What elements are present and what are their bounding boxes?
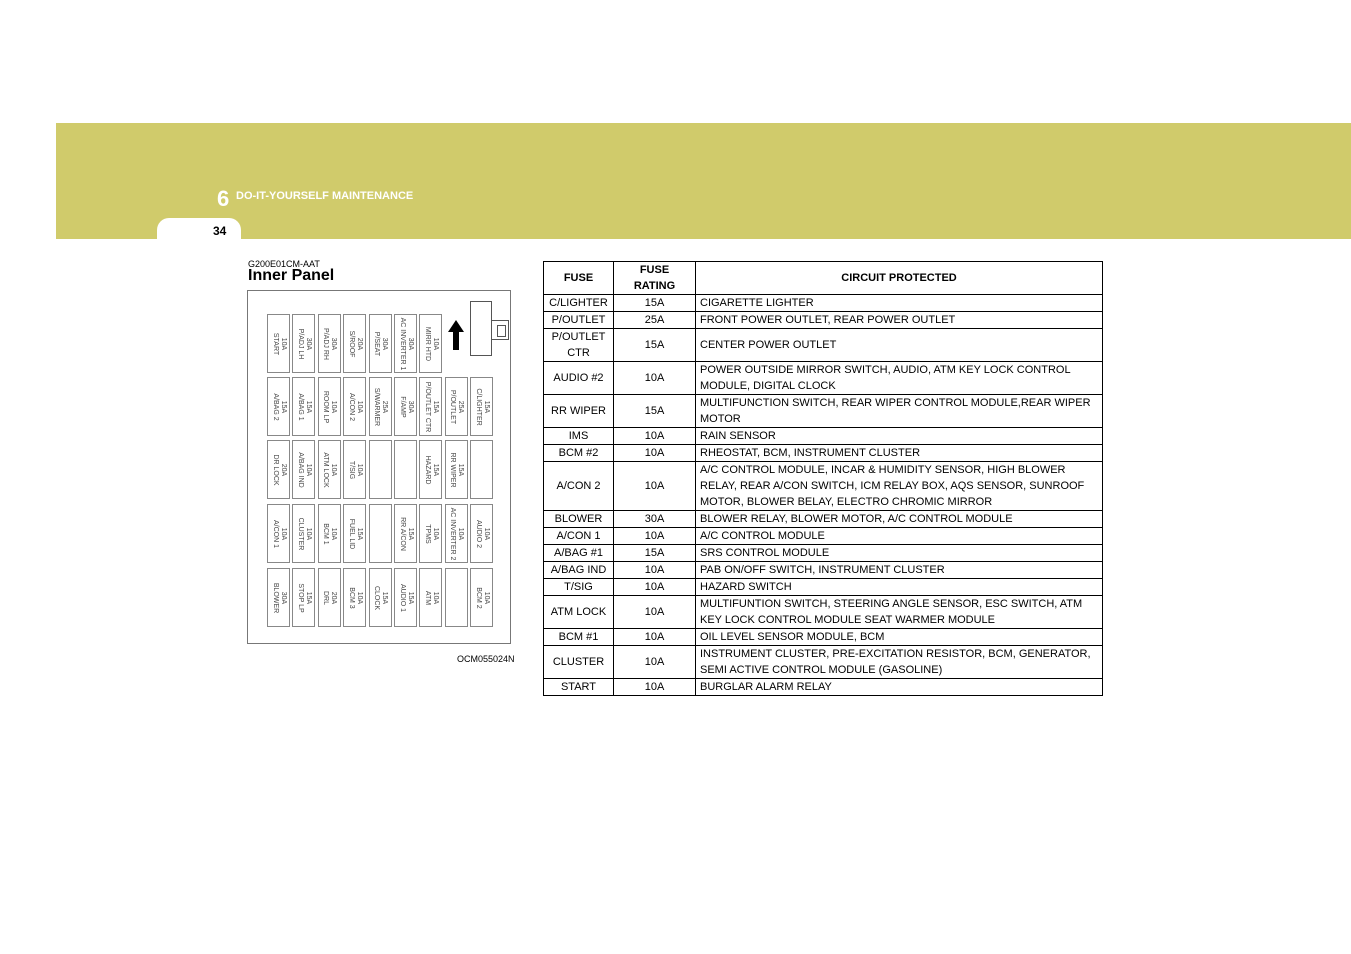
fuse-label [347,569,363,627]
fuse-name-cell: A/BAG #1 [544,545,614,562]
fuse-amperage: 20A [355,337,363,350]
fuse-label [347,315,363,373]
section-title: Inner Panel [248,267,335,284]
table-row [544,395,1103,428]
fuse-amperage: 15A [304,591,312,604]
fuse-rating-cell: 10A [614,428,696,445]
circuit-protected-cell: RHEOSTAT, BCM, INSTRUMENT CLUSTER [696,445,1103,462]
circuit-protected-cell: A/C CONTROL MODULE, INCAR & HUMIDITY SENSOR, HIGH BLOWER RELAY, REAR A/CON SWITCH, ICM RELAY BOX, AQS SENSOR, SUNROOF MOTOR, BLOWER BELAY, ELECTRO CHROMIC MIRROR [696,462,1103,511]
table-row [544,528,1103,545]
fuse-slot [419,314,442,373]
fuse-amperage: 15A [482,400,490,413]
fuse-label [448,378,464,436]
circuit-protected-cell: A/C CONTROL MODULE [696,528,1103,545]
fuse-label [448,441,464,499]
fuse-rating-cell: 15A [614,545,696,562]
fuse-name-cell: START [544,679,614,696]
fuse-label [347,378,363,436]
fuse-rating-cell: 15A [614,295,696,312]
fuse-label [372,569,388,627]
fuse-name: STOP LP [296,582,304,613]
fuse-name-cell: A/BAG IND [544,562,614,579]
fuse-slot [394,440,417,499]
fuse-name-cell: CLUSTER [544,646,614,679]
fuse-slot [369,377,392,436]
fuse-label [372,378,388,436]
fuse-name: P/ADJ LH [296,328,304,359]
fuse-amperage: 10A [355,591,363,604]
fuse-amperage: 10A [279,527,287,540]
fuse-slot [369,568,392,627]
fuse-slot [470,377,493,436]
fuse-slot [445,440,468,499]
table-row [544,545,1103,562]
fuse-name-cell: IMS [544,428,614,445]
fuse-name: MIRR HTD [423,326,431,361]
fuse-slot [343,568,366,627]
page-tab [157,218,241,240]
fuse-slot [267,504,290,563]
fuse-slot [419,377,442,436]
fuse-rating-cell: 10A [614,646,696,679]
fuse-slot [369,314,392,373]
fuse-amperage: 15A [431,463,439,476]
fuse-amperage: 10A [355,463,363,476]
fuse-slot [292,314,315,373]
table-row [544,295,1103,312]
fuse-name-cell: T/SIG [544,579,614,596]
fuse-slot [292,440,315,499]
fuse-amperage: 30A [279,591,287,604]
fuse-amperage: 30A [406,337,414,350]
fuse-amperage: 15A [355,527,363,540]
fuse-name: P/OUTLET [449,389,457,424]
fuse-name: A/CON 2 [347,392,355,421]
fuse-label [321,569,337,627]
circuit-protected-cell: INSTRUMENT CLUSTER, PRE-EXCITATION RESISTOR, BCM, GENERATOR, SEMI ACTIVE CONTROL MODULE (GASOLINE) [696,646,1103,679]
fuse-amperage: 10A [330,463,338,476]
fuse-amperage: 10A [431,591,439,604]
table-row [544,511,1103,528]
fuse-label [398,378,414,436]
fuse-label [423,378,439,436]
fuse-label [296,378,312,436]
fuse-amperage: 20A [279,463,287,476]
table-row [544,579,1103,596]
fuse-rating-cell: 10A [614,679,696,696]
table-row [544,596,1103,629]
fuse-table [543,261,1103,696]
fuse-rating-cell: 10A [614,596,696,629]
fuse-slot [292,568,315,627]
fuse-name: AUDIO 2 [474,519,482,548]
fuse-slot [292,504,315,563]
fuse-slot [267,377,290,436]
fuse-label [271,378,287,436]
fuse-slot [343,314,366,373]
fuse-slot [369,440,392,499]
fuse-slot [318,377,341,436]
fuse-name-cell: A/CON 1 [544,528,614,545]
chapter-title: DO-IT-YOURSELF MAINTENANCE [236,190,414,202]
fuse-label [321,315,337,373]
fuse-label [448,505,464,563]
fuse-name: BCM 1 [322,522,330,545]
fuse-amperage: 10A [457,527,465,540]
fuse-slot [343,440,366,499]
table-row [544,629,1103,646]
fuse-amperage: 25A [381,400,389,413]
table-row [544,362,1103,395]
table-row [544,312,1103,329]
fuse-slot [394,504,417,563]
fuse-amperage: 10A [304,527,312,540]
fuse-slot [470,440,493,499]
fuse-amperage: 10A [482,591,490,604]
table-row [544,562,1103,579]
fuse-name: A/BAG 2 [271,392,279,421]
fuse-name: ATM LOCK [322,451,330,488]
fuse-slot [318,314,341,373]
circuit-protected-cell: CENTER POWER OUTLET [696,329,1103,362]
fuse-amperage: 30A [406,400,414,413]
fuse-name: RR A/CON [398,516,406,551]
fuse-slot [394,314,417,373]
fuse-amperage: 10A [355,400,363,413]
fuse-rating-cell: 10A [614,562,696,579]
fuse-label [423,569,439,627]
fuse-slot [267,314,290,373]
fuse-name: S/WARMER [373,387,381,426]
fuse-slot [419,568,442,627]
fuse-amperage: 15A [304,400,312,413]
fuse-amperage: 10A [431,527,439,540]
circuit-protected-cell: CIGARETTE LIGHTER [696,295,1103,312]
fuse-name: A/BAG 1 [296,392,304,421]
table-row [544,679,1103,696]
fuse-label [271,505,287,563]
fuse-slot [394,377,417,436]
table-row [544,646,1103,679]
relay-connector [470,301,492,356]
fuse-label [398,315,414,373]
fuse-label [271,441,287,499]
fuse-name: AC INVERTER 1 [398,317,406,370]
fuse-name: BCM 3 [347,586,355,609]
fuse-amperage: 30A [381,337,389,350]
fuse-amperage: 15A [406,591,414,604]
fuse-name-cell: ATM LOCK [544,596,614,629]
fuse-name: DR LOCK [271,453,279,486]
fuse-name-cell: P/OUTLET [544,312,614,329]
fuse-name: DRL [322,590,330,605]
fuse-rating-cell: 10A [614,629,696,646]
fuse-name: S/ROOF [347,330,355,357]
fuse-name: TPMS [423,523,431,544]
fuse-name: P/OUTLET CTR [423,381,431,432]
table-row [544,428,1103,445]
fuse-label [423,315,439,373]
fuse-slot [445,377,468,436]
fuse-slot [470,504,493,563]
fuse-name: P/SEAT [373,331,381,356]
fuse-rating-cell: 10A [614,462,696,511]
column-header-rating: FUSE RATING [614,262,696,295]
fuse-slot [445,504,468,563]
fuse-amperage: 10A [330,527,338,540]
fuse-amperage: 10A [431,337,439,350]
fuse-slot [343,377,366,436]
fuse-slot [470,568,493,627]
fuse-amperage: 15A [381,591,389,604]
fuse-amperage: 10A [482,527,490,540]
circuit-protected-cell: OIL LEVEL SENSOR MODULE, BCM [696,629,1103,646]
column-header-circuit: CIRCUIT PROTECTED [696,262,1103,295]
fuse-label [474,505,490,563]
fuse-name-cell: C/LIGHTER [544,295,614,312]
circuit-protected-cell: MULTIFUNCTION SWITCH, REAR WIPER CONTROL MODULE,REAR WIPER MOTOR [696,395,1103,428]
fuse-label [347,441,363,499]
circuit-protected-cell: FRONT POWER OUTLET, REAR POWER OUTLET [696,312,1103,329]
diagram-caption: OCM055024N [457,654,515,664]
fuse-slot [292,377,315,436]
fuse-name: ROOM LP [322,390,330,423]
column-header-fuse: FUSE [544,262,614,295]
circuit-protected-cell: PAB ON/OFF SWITCH, INSTRUMENT CLUSTER [696,562,1103,579]
fuse-rating-cell: 10A [614,362,696,395]
fuse-name-cell: AUDIO #2 [544,362,614,395]
fuse-amperage: 30A [330,337,338,350]
fuse-label [271,315,287,373]
table-row [544,445,1103,462]
fuse-name: BCM 2 [474,586,482,609]
fuse-amperage: 15A [431,400,439,413]
fuse-label [271,569,287,627]
fuse-label [321,378,337,436]
fuse-name: P/ADJ RH [322,327,330,360]
fuse-label [321,505,337,563]
fuse-amperage: 15A [457,463,465,476]
table-header-row [544,262,1103,295]
circuit-protected-cell: BLOWER RELAY, BLOWER MOTOR, A/C CONTROL MODULE [696,511,1103,528]
fuse-slot [369,504,392,563]
up-arrow-icon [448,320,464,350]
fuse-amperage: 25A [457,400,465,413]
fuse-label [474,378,490,436]
circuit-protected-cell: SRS CONTROL MODULE [696,545,1103,562]
fuse-name: FUEL LID [347,518,355,549]
fuse-label [321,441,337,499]
fuse-label [296,569,312,627]
chapter-number: 6 [217,186,230,211]
fuse-name-cell: BCM #2 [544,445,614,462]
circuit-protected-cell: HAZARD SWITCH [696,579,1103,596]
fuse-label [474,569,490,627]
fuse-label [423,441,439,499]
fuse-name: START [271,332,279,355]
circuit-protected-cell: RAIN SENSOR [696,428,1103,445]
fuse-name-cell: BCM #1 [544,629,614,646]
fuse-rating-cell: 30A [614,511,696,528]
fuse-name: A/BAG IND [296,451,304,488]
fuse-label [398,505,414,563]
fuse-name: CLOCK [373,585,381,610]
fuse-amperage: 10A [304,463,312,476]
fuse-name: HAZARD [423,455,431,484]
fuse-label [423,505,439,563]
fuse-label [296,505,312,563]
relay-tab [491,320,509,340]
fuse-name: BLOWER [271,582,279,613]
fuse-name-cell: BLOWER [544,511,614,528]
fuse-name: ATM [423,590,431,605]
fuse-rating-cell: 10A [614,445,696,462]
fuse-name: T/SIG [347,460,355,479]
header-band [56,123,1351,239]
fuse-slot [318,504,341,563]
fuse-slot [343,504,366,563]
table-row [544,329,1103,362]
section-code: G200E01CM-AAT [248,259,320,269]
fuse-slot [318,440,341,499]
fuse-name: A/CON 1 [271,519,279,548]
fuse-name: F/AMP [398,395,406,418]
fuse-rating-cell: 15A [614,395,696,428]
fuse-slot [419,504,442,563]
circuit-protected-cell: BURGLAR ALARM RELAY [696,679,1103,696]
fuse-amperage: 10A [279,337,287,350]
fuse-slot [394,568,417,627]
fuse-name-cell: P/OUTLET CTR [544,329,614,362]
fuse-label [347,505,363,563]
fuse-rating-cell: 10A [614,528,696,545]
page-number: 34 [213,224,227,238]
circuit-protected-cell: MULTIFUNTION SWITCH, STEERING ANGLE SENSOR, ESC SWITCH, ATM KEY LOCK CONTROL MODULE SEAT WARMER MODULE [696,596,1103,629]
fuse-name: RR WIPER [449,452,457,487]
fuse-slot [318,568,341,627]
fuse-rating-cell: 15A [614,329,696,362]
fuse-slot [267,440,290,499]
fuse-rating-cell: 25A [614,312,696,329]
fuse-slot [445,568,468,627]
fuse-label [296,441,312,499]
fuse-name: C/LIGHTER [474,387,482,426]
fuse-amperage: 30A [304,337,312,350]
fuse-name: AC INVERTER 2 [449,507,457,560]
fuse-name: AUDIO 1 [398,583,406,612]
fuse-amperage: 10A [330,400,338,413]
fuse-name-cell: A/CON 2 [544,462,614,511]
circuit-protected-cell: POWER OUTSIDE MIRROR SWITCH, AUDIO, ATM KEY LOCK CONTROL MODULE, DIGITAL CLOCK [696,362,1103,395]
fuse-slot [267,568,290,627]
fuse-label [398,569,414,627]
fuse-label [296,315,312,373]
fuse-slot [419,440,442,499]
fuse-amperage: 15A [406,527,414,540]
fuse-rating-cell: 10A [614,579,696,596]
fuse-name: CLUSTER [296,517,304,550]
fuse-label [372,315,388,373]
fuse-amperage: 15A [279,400,287,413]
fuse-amperage: 20A [330,591,338,604]
table-row [544,462,1103,511]
fuse-name-cell: RR WIPER [544,395,614,428]
